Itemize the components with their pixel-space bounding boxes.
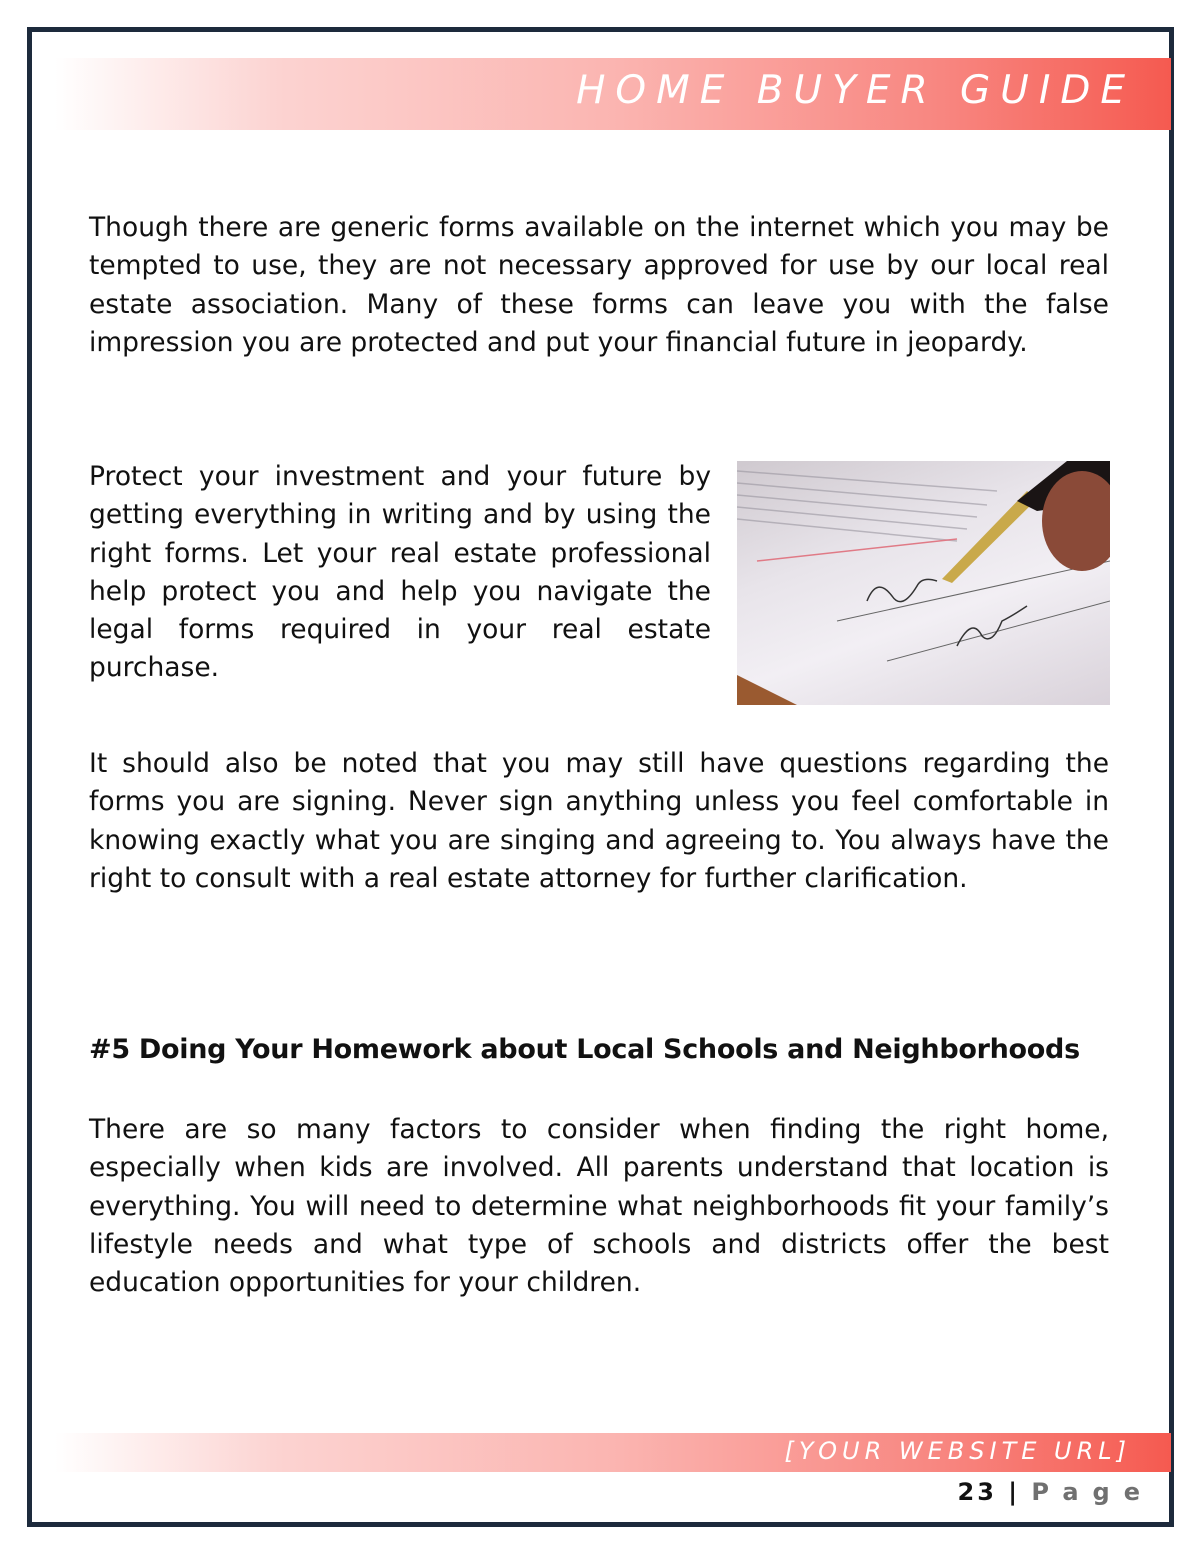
paragraph-schools: There are so many factors to consider when finding the right home, especially when kids are involved. All parents understand that location is everything. You will need to determine what neighborhoods fit your family’s lifestyle needs and what type of schools and districts offer the best education opportunities for your children. xyxy=(89,1114,1109,1299)
signing-document-photo xyxy=(737,461,1110,705)
paragraph-generic-forms: Though there are generic forms available on the internet which you may be tempted to use, they are not necessary approved for use by our local real estate association. Many of these forms can leave you with the false impression you are protected and put your financial future in jeopardy. xyxy=(89,212,1109,358)
pen-signature-illustration xyxy=(737,461,1110,705)
footer-band xyxy=(55,1433,1171,1472)
website-url: [YOUR WEBSITE URL] xyxy=(784,1437,1131,1465)
page-label: Page xyxy=(1031,1478,1154,1506)
page-separator: | xyxy=(1008,1478,1021,1506)
page-number xyxy=(958,1478,1155,1506)
paragraph-questions: It should also be noted that you may still have questions regarding the forms you are signing. Never sign anything unless you feel comfortable in knowing exactly what you are singing and agreeing to. You always have the right to consult with a real estate attorney for further clarification. xyxy=(89,748,1109,894)
document-title: HOME BUYER GUIDE xyxy=(576,68,1135,113)
section-heading: #5 Doing Your Homework about Local Schools and Neighborhoods xyxy=(89,1034,1080,1065)
paragraph-protect-investment: Protect your investment and your future by getting everything in writing and by using the right forms. Let your real estate professional help protect you and help you navigate the legal forms required in your real estate purchase. xyxy=(89,461,711,684)
header-band xyxy=(55,58,1171,130)
page-number-value: 23 xyxy=(957,1478,997,1506)
